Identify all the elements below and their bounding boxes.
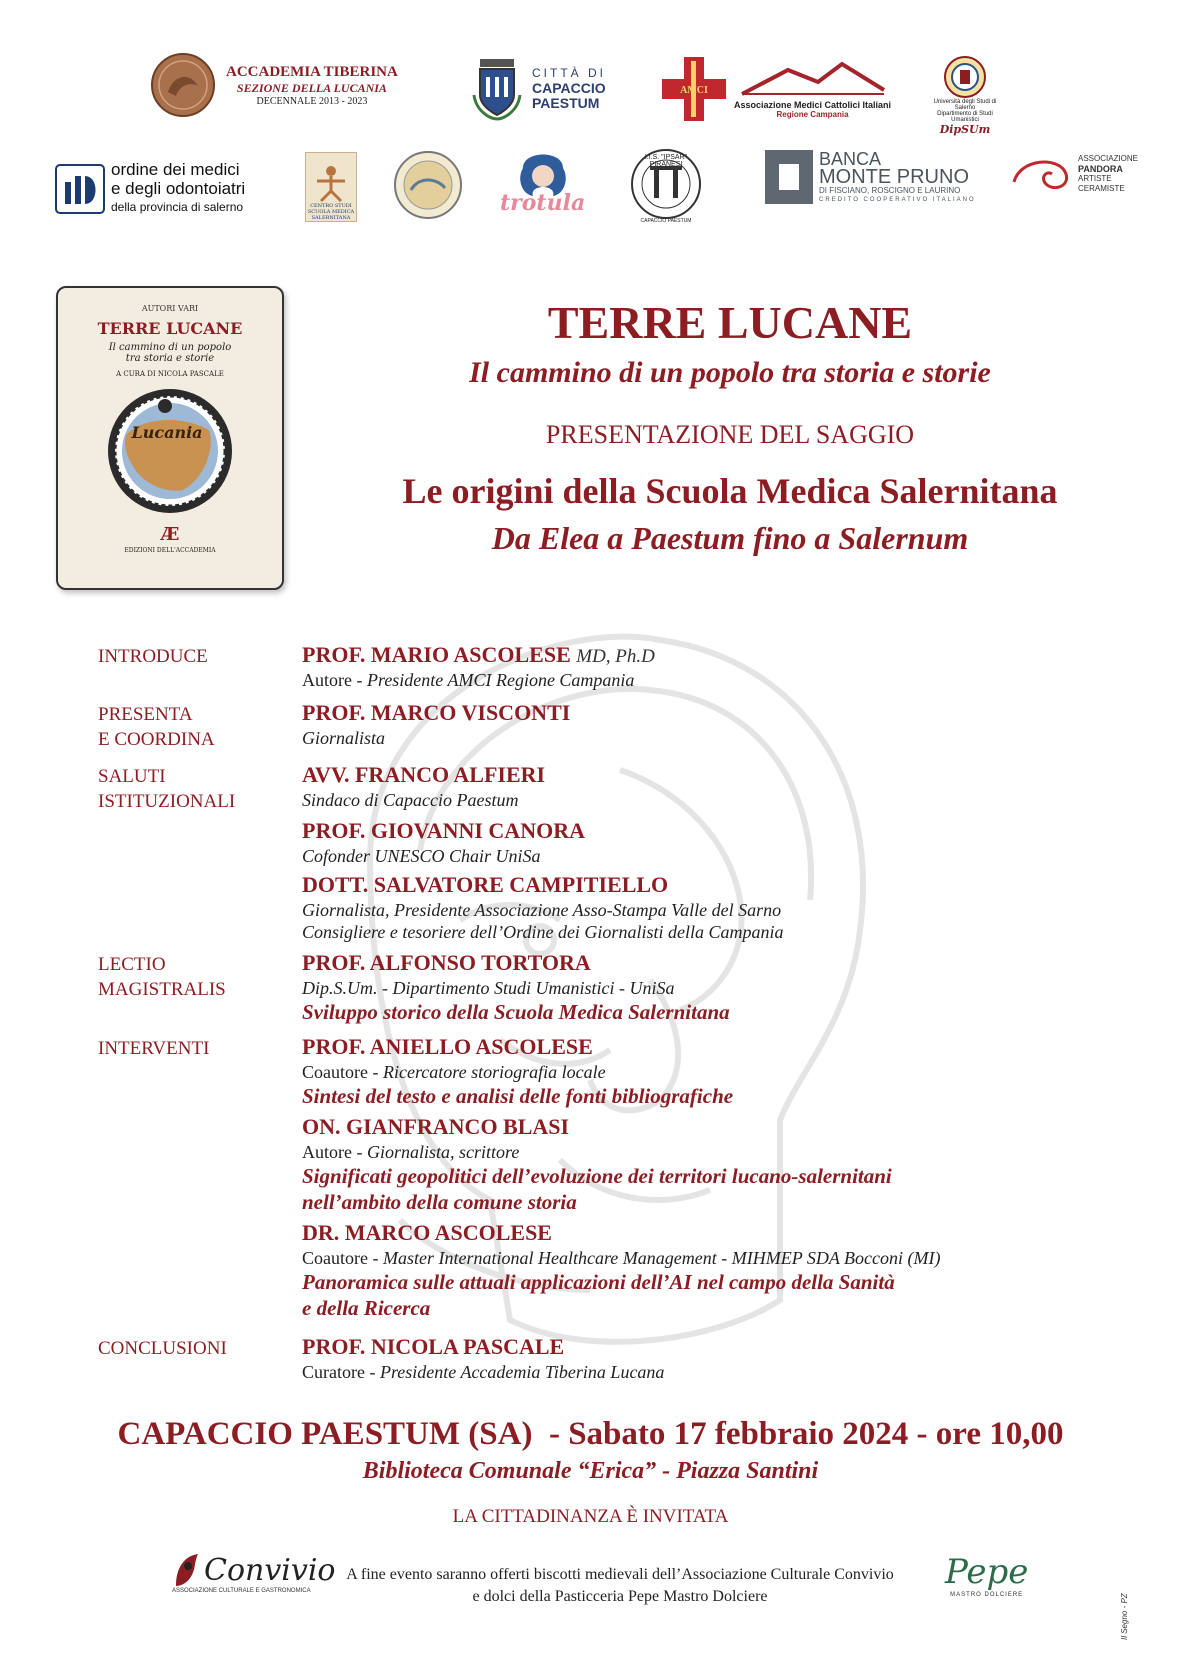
unisa-mark: DipSUm (939, 123, 991, 136)
speaker-canora-role: Cofonder UNESCO Chair UniSa (302, 846, 541, 866)
pandora-line4: CERAMISTE (1078, 184, 1125, 193)
label-saluti (98, 764, 235, 814)
speaker-introduce-suffix: MD, Ph.D (576, 646, 655, 667)
label-presenta-line2: E COORDINA (98, 729, 215, 750)
book-editor: A CURA DI NICOLA PASCALE (116, 370, 224, 378)
label-lectio-line2: MAGISTRALIS (98, 979, 226, 1000)
event-place-date: CAPACCIO PAESTUM (SA) - Sabato 17 febbraio 2024 - ore 10,00 (117, 1416, 1064, 1452)
convivio-sub: ASSOCIAZIONE CULTURALE E GASTRONOMICA (172, 1588, 311, 1594)
label-introduce: INTRODUCE (98, 646, 208, 667)
bank-square-icon (765, 150, 813, 204)
footer-note-line1: A fine evento saranno offerti biscotti medievali dell’Associazione Culturale Convivio (346, 1566, 894, 1583)
speaker-presenta-name: PROF. MARCO VISCONTI (302, 700, 571, 725)
amci-line2: Regione Campania (776, 109, 849, 119)
talk-blasi-line1: Significati geopolitici dell’evoluzione dei territori lucano-salernitani (302, 1164, 892, 1188)
speaker-pascale-name: PROF. NICOLA PASCALE (302, 1334, 565, 1359)
unisa-line2: Dipartimento di Studi Umanistici (937, 111, 993, 123)
label-interventi: INTERVENTI (98, 1038, 210, 1059)
role-text: Giornalista, scrittore (366, 1142, 520, 1162)
talk-marco-ascolese-line2: e della Ricerca (302, 1296, 431, 1320)
pandora-logo (1010, 152, 1138, 196)
accademia-tiberina-logo (150, 52, 398, 118)
book-title: TERRE LUCANE (97, 319, 243, 338)
speaker-marco-ascolese-role (302, 1248, 941, 1269)
banca-line3: DI FISCIANO, ROSCIGNO E LAURINO (819, 186, 961, 195)
capaccio-paestum-logo (470, 55, 606, 121)
book-subtitle2: tra storia e storie (125, 353, 215, 364)
speaker-introduce-name: PROF. MARIO ASCOLESE (302, 642, 571, 667)
talk-marco-ascolese-line1: Panoramica sulle attuali applicazioni dell’AI nel campo della Sanità (302, 1270, 895, 1294)
speaker-presenta-role: Giornalista (302, 728, 386, 748)
speaker-aniello-role (302, 1062, 606, 1083)
designer-credit: Il Segno - PZ (1120, 1593, 1129, 1640)
pandora-line2: PANDORA (1078, 164, 1123, 174)
banca-line1: BANCA (819, 149, 882, 169)
convivio-emblem-icon (172, 1552, 202, 1588)
trotula-text: trotula (500, 190, 586, 216)
banca-line2: MONTE PRUNO (819, 166, 969, 188)
role-text: Master International Healthcare Management - MIHMEP SDA Bocconi (MI) (382, 1248, 941, 1268)
talk-blasi-line2: nell’ambito della comune storia (302, 1190, 577, 1214)
book-map-label: Lucania (131, 423, 203, 442)
book-authors: AUTORI VARI (141, 304, 199, 313)
role-text: Presidente Accademia Tiberina Lucana (379, 1362, 665, 1382)
essay-title: Le origini della Scuola Medica Salernitana (402, 471, 1058, 511)
liceo-text: I.I.S. "IPSAR" PIRANESI (644, 154, 688, 168)
speaker-pascale-role (302, 1362, 664, 1383)
liceo-sub: CAPACCIO PAESTUM (640, 218, 692, 224)
speaker-alfieri-role: Sindaco di Capaccio Paestum (302, 790, 519, 810)
speaker-tortora-role: Dip.S.Um. - Dipartimento Studi Umanistici - UniSa (302, 978, 675, 998)
liceo-piranesi-logo (628, 148, 704, 224)
banca-line4: CREDITO COOPERATIVO ITALIANO (819, 197, 976, 203)
event-subtitle: Il cammino di un popolo tra storia e storie (469, 356, 991, 389)
speaker-campitiello-name: DOTT. SALVATORE CAMPITIELLO (302, 872, 669, 897)
event-venue: Biblioteca Comunale “Erica” - Piazza Santini (362, 1458, 819, 1484)
amci-logo (660, 55, 891, 123)
essay-subtitle: Da Elea a Paestum fino a Salernum (491, 520, 969, 556)
pandora-line3: ARTISTE (1078, 174, 1112, 183)
trotula-logo (500, 148, 585, 216)
centro-studi-logo (305, 152, 357, 222)
book-publisher: EDIZIONI DELL'ACCADEMIA (124, 547, 216, 554)
unisa-dipsum-logo (930, 55, 1000, 136)
pandora-line1: ASSOCIAZIONE (1078, 154, 1139, 163)
book-cover (56, 286, 284, 590)
role-text: Ricercatore storiografia locale (382, 1062, 606, 1082)
capaccio-line2: CAPACCIO (532, 79, 606, 96)
ordine-medici-icon (55, 164, 105, 214)
speaker-campitiello-role2: Consigliere e tesoriere dell’Ordine dei Giornalisti della Campania (302, 922, 784, 942)
amci-cross-icon (660, 55, 728, 123)
amci-line1: Associazione Medici Cattolici Italiani (734, 99, 892, 110)
pepe-logo (945, 1552, 1028, 1598)
city-crest-icon (470, 55, 524, 121)
role-prefix: Coautore - (302, 1062, 383, 1082)
role-prefix: Curatore - (302, 1362, 380, 1382)
talk-tortora: Sviluppo storico della Scuola Medica Salernitana (302, 1000, 730, 1024)
map-seal-icon (393, 150, 463, 220)
label-presenta (98, 702, 215, 752)
ordine-medici-logo (55, 160, 245, 217)
label-saluti-line2: ISTITUZIONALI (98, 791, 236, 812)
university-seal-icon (943, 55, 987, 99)
label-lectio (98, 952, 226, 1002)
speaker-aniello-name: PROF. ANIELLO ASCOLESE (302, 1034, 593, 1059)
centro-studi-text: CENTRO STUDI SCUOLA MEDICA SALERNITANA (307, 203, 355, 221)
speaker-alfieri-name: AVV. FRANCO ALFIERI (302, 762, 546, 787)
pepe-sub: MASTRO DOLCIERE (950, 1592, 1024, 1598)
mountain-icon (738, 60, 888, 96)
speaker-introduce-role (302, 670, 634, 691)
role-prefix: Autore - (302, 670, 367, 690)
label-saluti-line1: SALUTI (98, 766, 166, 787)
presentation-label: PRESENTAZIONE DEL SAGGIO (545, 420, 915, 449)
speaker-canora-name: PROF. GIOVANNI CANORA (302, 818, 585, 843)
lucania-map-icon (105, 386, 235, 516)
unisa-line1: Università degli Studi di Salerno (933, 99, 997, 111)
speaker-marco-ascolese-name: DR. MARCO ASCOLESE (302, 1220, 552, 1245)
footer-note-line2: e dolci della Pasticceria Pepe Mastro Dolciere (472, 1588, 768, 1605)
capaccio-line3: PAESTUM (532, 94, 600, 111)
accademia-name: ACCADEMIA TIBERINA (226, 63, 398, 80)
speaker-introduce (302, 642, 655, 668)
label-presenta-line1: PRESENTA (98, 704, 193, 725)
event-invite: LA CITTADINANZA È INVITATA (452, 1506, 729, 1527)
amci-badge-text: AMCI (680, 85, 708, 96)
event-title: TERRE LUCANE (547, 297, 913, 348)
role-prefix: Autore - (302, 1142, 367, 1162)
vitruvian-figure-icon (311, 163, 351, 203)
banca-monte-pruno-logo (765, 150, 976, 204)
speaker-campitiello-role1: Giornalista, Presidente Associazione Asso-Stampa Valle del Sarno (302, 900, 782, 920)
spiral-icon (1010, 152, 1074, 196)
medieval-map-seal-logo (393, 150, 463, 220)
role-text: Presidente AMCI Regione Campania (366, 670, 635, 690)
ordine-line3: della provincia di salerno (111, 200, 244, 214)
accademia-section: SEZIONE DELLA LUCANIA (236, 80, 387, 95)
footer-note (300, 1564, 940, 1608)
role-prefix: Coautore - (302, 1248, 383, 1268)
publisher-mark-icon: Æ (160, 524, 180, 545)
book-subtitle1: Il cammino di un popolo (108, 342, 232, 353)
talk-aniello: Sintesi del testo e analisi delle fonti bibliografiche (302, 1084, 734, 1108)
label-lectio-line1: LECTIO (98, 954, 166, 975)
bronze-medal-icon (150, 52, 216, 118)
convivio-name: Convivio (204, 1552, 336, 1588)
speaker-blasi-role (302, 1142, 519, 1163)
pepe-name: Pepe (945, 1552, 1029, 1592)
capaccio-line1: CITTÀ DI (532, 65, 606, 80)
ordine-line1: ordine dei medici (111, 160, 240, 179)
speaker-blasi-name: ON. GIANFRANCO BLASI (302, 1114, 570, 1139)
speaker-tortora-name: PROF. ALFONSO TORTORA (302, 950, 591, 975)
accademia-decennale: DECENNALE 2013 - 2023 (256, 95, 368, 107)
label-conclusioni: CONCLUSIONI (98, 1338, 227, 1359)
ordine-line2: e degli odontoiatri (111, 179, 246, 198)
